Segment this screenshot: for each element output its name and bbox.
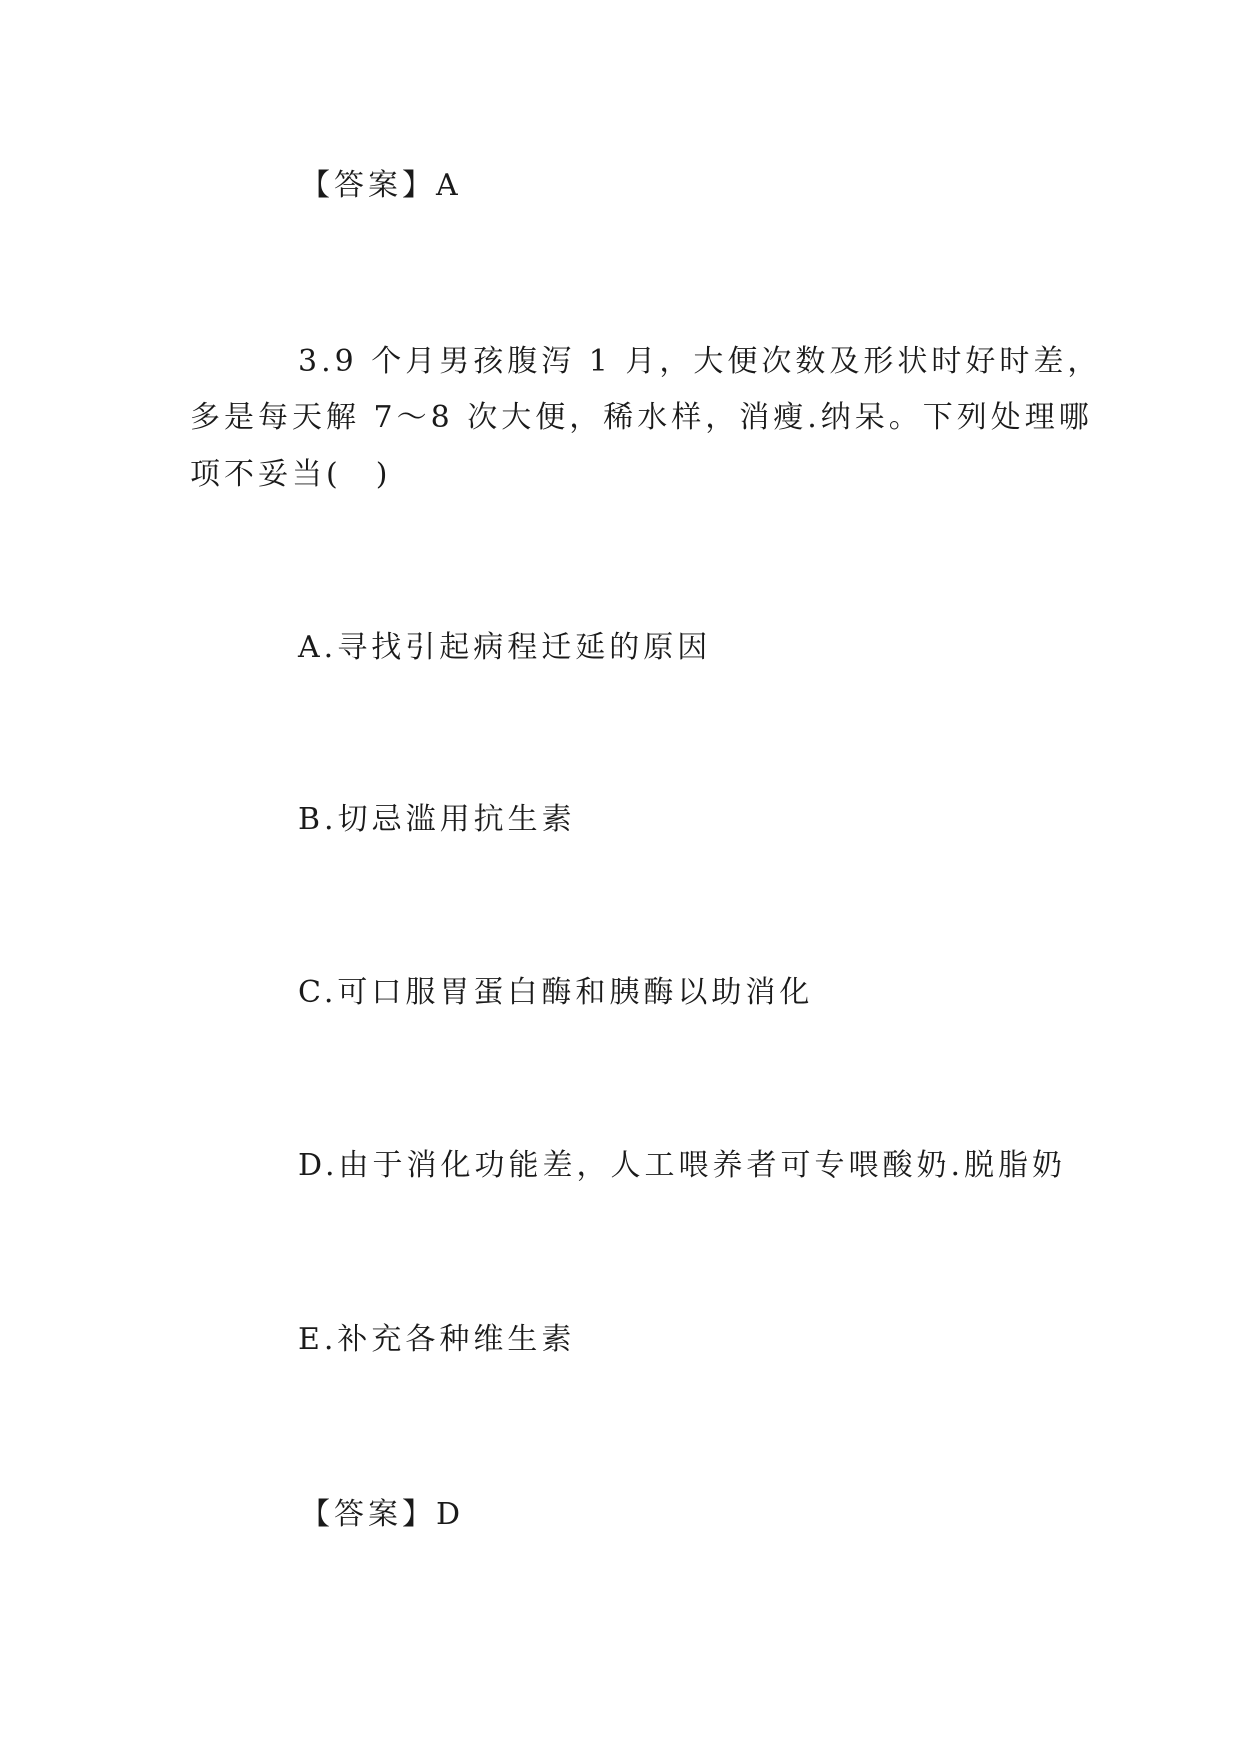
question-text-line: 多是每天解 7～8 次大便，稀水样，消瘦.纳呆。下列处理哪 xyxy=(190,400,1093,435)
option-d: D.由于消化功能差，人工喂养者可专喂酸奶.脱脂奶 xyxy=(298,1148,1067,1183)
option-b: B.切忌滥用抗生素 xyxy=(298,802,576,837)
option-c: C.可口服胃蛋白酶和胰酶以助消化 xyxy=(298,975,814,1010)
question-text-line: 项不妥当( ) xyxy=(190,457,392,492)
answer-label: 【答案】D xyxy=(300,1497,465,1532)
option-a: A.寻找引起病程迁延的原因 xyxy=(298,630,712,665)
question-text-line: 3.9 个月男孩腹泻 1 月，大便次数及形状时好时差， xyxy=(298,344,1102,379)
option-e: E.补充各种维生素 xyxy=(298,1322,576,1357)
answer-label: 【答案】A xyxy=(300,168,462,203)
